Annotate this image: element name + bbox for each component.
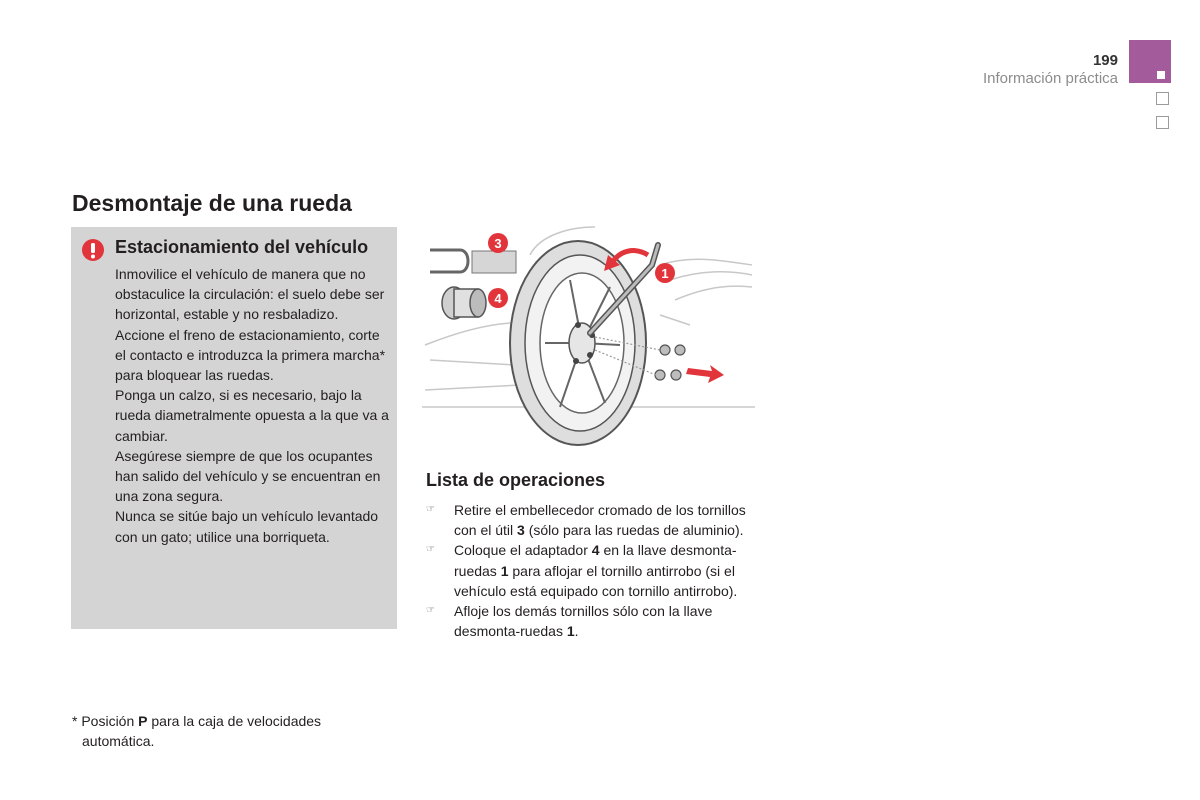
warning-title: Estacionamiento del vehículo: [115, 237, 369, 257]
callout-label: 4: [494, 291, 502, 306]
footnote: * Posición P para la caja de velocidades automática.: [72, 713, 322, 750]
wheel-removal-illustration: [420, 225, 755, 457]
warning-paragraph: Ponga un calzo, si es necesario, bajo la rueda diametralmente opuesta a la que va a cambiar.: [115, 387, 389, 444]
warning-panel: [71, 227, 397, 629]
page-number: 199: [1092, 52, 1118, 69]
warning-paragraph: Nunca se sitúe bajo un vehículo levantado con un gato; utilice una borriqueta.: [115, 508, 379, 545]
hubcap-tool-illustration: [430, 250, 516, 273]
callout-label: 1: [661, 266, 669, 281]
chapter-tab-box: [1156, 116, 1169, 129]
callout-label: 3: [494, 236, 502, 251]
chapter-tab-box: [1156, 92, 1169, 105]
chapter-tab-dot: [1157, 71, 1165, 79]
operations-title: Lista de operaciones: [426, 470, 606, 490]
page-title: Desmontaje de una rueda: [72, 190, 352, 216]
pointing-hand-icon: ☞: [426, 605, 435, 617]
warning-paragraph: Asegúrese siempre de que los ocupantes han salido del vehículo y se encuentran en una zona segura.: [115, 447, 381, 505]
section-label: Información práctica: [982, 70, 1118, 87]
pointing-hand-icon: ☞: [426, 544, 435, 556]
wheel-illustration: [510, 241, 646, 445]
warning-paragraph: Accione el freno de estacionamiento, corte el contacto e introduzca la primera marcha* para bloquear las ruedas.: [115, 326, 386, 384]
warning-paragraph: Inmovilice el vehículo de manera que no obstaculice la circulación: el suelo debe ser horizontal, estable y no resbaladizo.: [115, 266, 385, 323]
list-item: ☞ Coloque el adaptador 4 en la llave desmonta-ruedas 1 para aflojar el tornillo antirrobo (si el vehículo está equipado con tornillo antirrobo).: [426, 542, 738, 599]
warning-icon: [81, 237, 105, 263]
list-item: ☞ Retire el embellecedor cromado de los tornillos con el útil 3 (sólo para las ruedas de aluminio).: [426, 502, 746, 539]
list-item: ☞ Afloje los demás tornillos sólo con la llave desmonta-ruedas 1.: [426, 603, 713, 640]
anti-theft-adaptor-illustration: [442, 287, 486, 319]
pull-out-arrow-icon: [686, 365, 724, 383]
operations-list: [426, 500, 756, 641]
pointing-hand-icon: ☞: [426, 504, 435, 515]
warning-text: [115, 264, 390, 547]
